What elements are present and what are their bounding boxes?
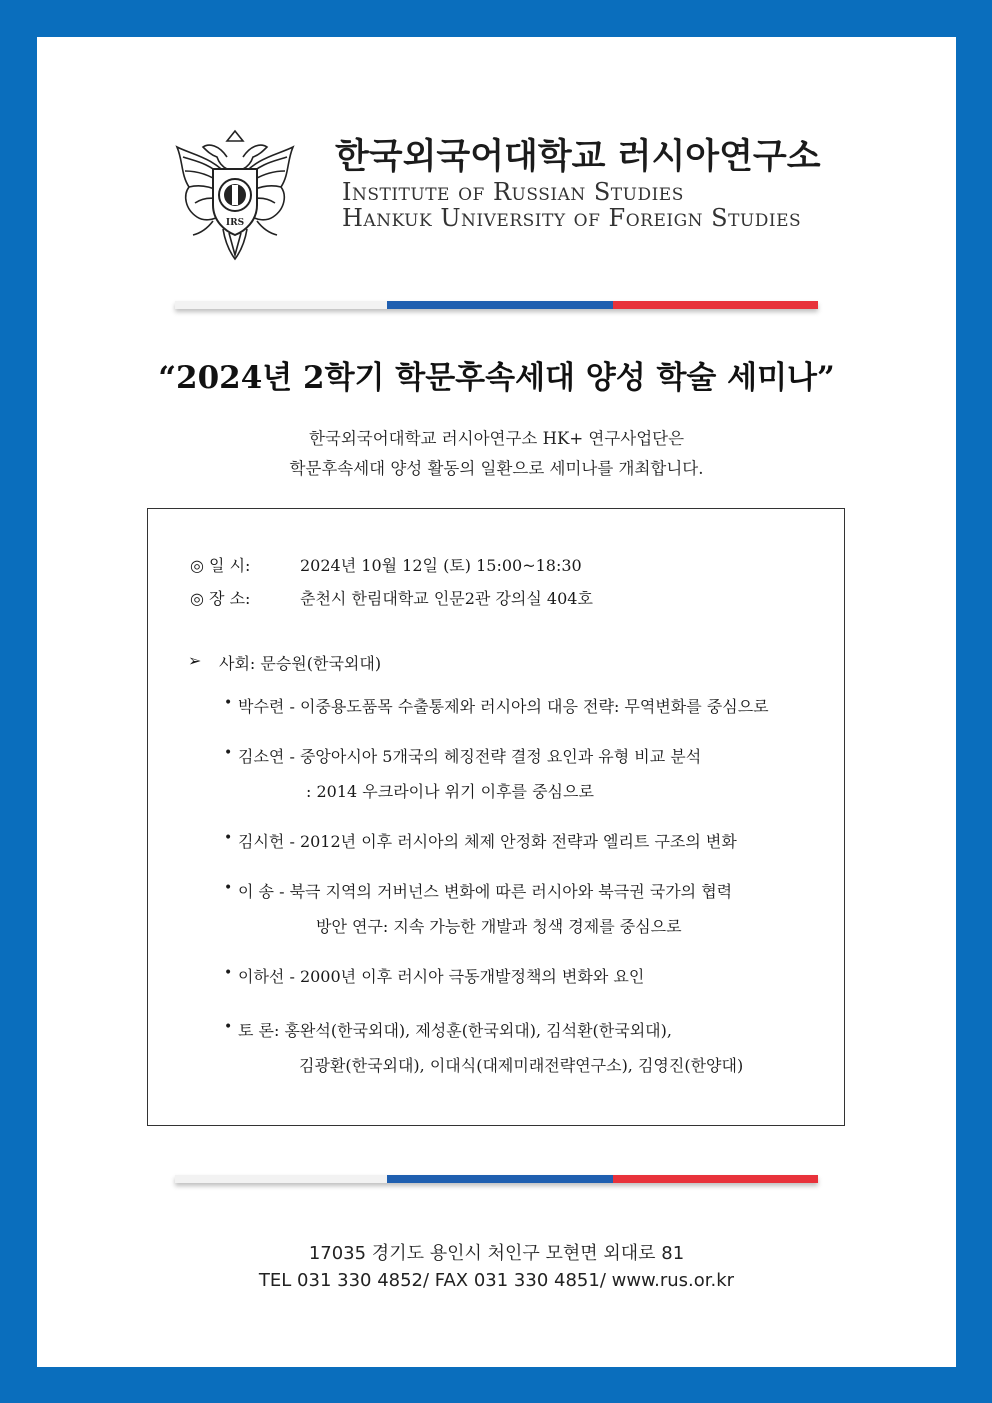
presentation-4-continued: 방안 연구: 지속 가능한 개발과 청색 경제를 중심으로 [316,917,682,936]
place-value: 춘천시 한림대학교 인문2관 강의실 404호 [300,589,593,608]
bullet-icon: • [224,695,233,711]
footer-contact: TEL 031 330 4852/ FAX 031 330 4851/ www.rus.or.kr [258,1270,735,1291]
presentation-3: 김시헌 - 2012년 이후 러시아의 체제 안정화 전략과 엘리트 구조의 변화 [238,832,737,851]
bullet-icon: • [224,745,233,761]
tricolor-divider-bottom [175,1175,818,1183]
tricolor-divider-top [175,301,818,309]
discussants: 토 론: 홍완석(한국외대), 제성훈(한국외대), 김석환(한국외대), [238,1021,672,1040]
presentation-4: 이 송 - 북극 지역의 거버넌스 변화에 따른 러시아와 북극권 국가의 협력 [238,882,733,901]
university-name-english: Hankuk University of Foreign Studies [342,204,802,232]
bullet-icon: • [224,965,233,981]
moderator: 사회: 문승원(한국외대) [219,654,382,673]
presentation-5: 이하선 - 2000년 이후 러시아 극동개발정책의 변화와 요인 [238,967,645,986]
footer-address: 17035 경기도 용인시 처인구 모현면 외대로 81 [308,1243,685,1264]
institute-name-english: Institute of Russian Studies [342,178,684,206]
place-label: ◎ 장 소: [190,589,251,608]
discussants-continued: 김광환(한국외대), 이대식(대제미래전략연구소), 김영진(한양대) [299,1056,744,1075]
date-label: ◎ 일 시: [190,556,251,575]
date-value: 2024년 10월 12일 (토) 15:00~18:30 [300,556,582,575]
bullet-icon: • [224,880,233,896]
program-box [147,508,845,1126]
poster-page [37,37,956,1367]
logo-text: IRS [225,218,245,228]
institute-name-korean: 한국외국어대학교 러시아연구소 [335,137,821,177]
presentation-2: 김소연 - 중앙아시아 5개국의 헤징전략 결정 요인과 유형 비교 분석 [238,747,702,766]
intro-line-2: 학문후속세대 양성 활동의 일환으로 세미나를 개최합니다. [289,459,704,478]
intro-line-1: 한국외국어대학교 러시아연구소 HK+ 연구사업단은 [308,429,685,448]
double-headed-eagle-logo-icon [173,117,297,263]
presentation-1: 박수련 - 이중용도품목 수출통제와 러시아의 대응 전략: 무역변화를 중심으로 [238,697,769,716]
presentation-2-subtitle: : 2014 우크라이나 위기 이후를 중심으로 [306,782,594,801]
bullet-icon: • [224,830,233,846]
seminar-title: “2024년 2학기 학문후속세대 양성 학술 세미나” [158,360,835,396]
arrow-bullet-icon: ➢ [188,651,202,670]
bullet-icon: • [224,1019,233,1035]
